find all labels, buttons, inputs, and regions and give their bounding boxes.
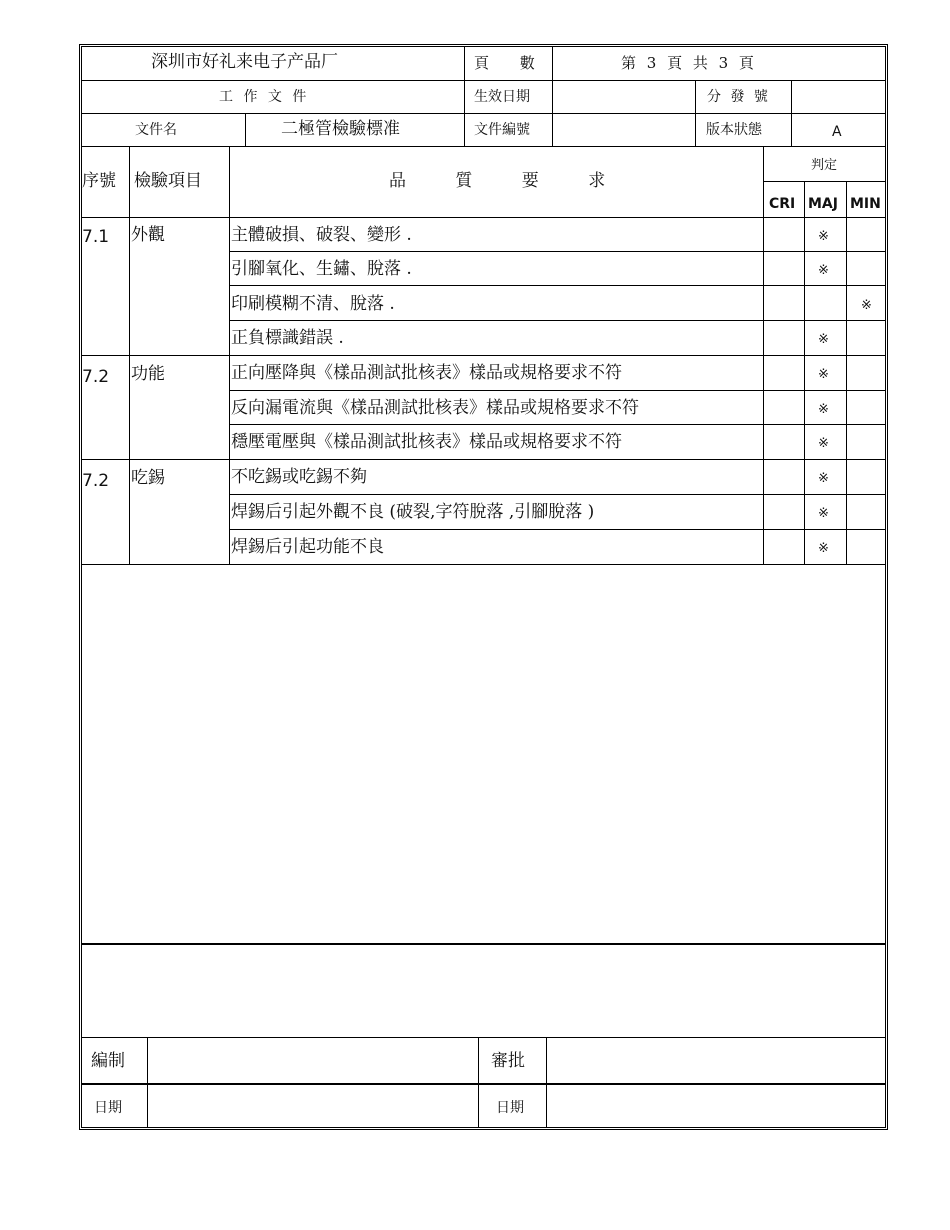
min-mark: ※ bbox=[861, 298, 872, 313]
footer-line bbox=[81, 1083, 886, 1085]
dist-no-label: 分 發 號 bbox=[707, 89, 768, 105]
group-item: 吃錫 bbox=[131, 468, 165, 488]
requirement-text: 焊錫后引起功能不良 bbox=[231, 537, 384, 557]
row-line bbox=[229, 390, 886, 391]
section-line bbox=[81, 943, 886, 945]
group-item: 功能 bbox=[131, 364, 165, 384]
row-line bbox=[229, 424, 886, 425]
header-divider bbox=[791, 80, 792, 146]
header-line bbox=[81, 80, 886, 81]
maj-mark: ※ bbox=[818, 402, 829, 417]
requirement-text: 引腳氧化、生鏽、脫落 . bbox=[231, 259, 412, 279]
footer-line bbox=[81, 1037, 886, 1038]
header-divider bbox=[695, 80, 696, 146]
header-divider bbox=[464, 46, 465, 146]
version-value: A bbox=[832, 124, 842, 140]
company-name: 深圳市好礼来电子产品厂 bbox=[151, 52, 338, 72]
requirement-text: 反向漏電流與《樣品測試批核表》樣品或規格要求不符 bbox=[231, 398, 639, 418]
page-info: 第 3 頁 共 3 頁 bbox=[621, 54, 754, 72]
date-label-2: 日期 bbox=[496, 1100, 524, 1116]
maj-mark: ※ bbox=[818, 541, 829, 556]
approved-label: 審批 bbox=[491, 1051, 525, 1071]
group-seq: 7.2 bbox=[82, 471, 110, 491]
file-name-value: 二極管檢驗標准 bbox=[281, 119, 400, 139]
pages-label: 頁 數 bbox=[474, 54, 535, 72]
col-cri: CRI bbox=[769, 196, 796, 212]
row-line bbox=[229, 251, 886, 252]
file-name-label: 文件名 bbox=[135, 122, 177, 138]
column-header-line bbox=[81, 217, 886, 218]
maj-mark: ※ bbox=[818, 332, 829, 347]
row-line bbox=[229, 494, 886, 495]
maj-divider bbox=[804, 181, 805, 564]
group-line bbox=[81, 355, 886, 356]
maj-mark: ※ bbox=[818, 229, 829, 244]
requirement-text: 正負標識錯誤 . bbox=[231, 328, 344, 348]
table-end-line bbox=[81, 564, 886, 565]
date-label-1: 日期 bbox=[94, 1100, 122, 1116]
effective-date-label: 生效日期 bbox=[474, 89, 530, 105]
group-line bbox=[81, 459, 886, 460]
col-min: MIN bbox=[850, 196, 881, 212]
footer-divider bbox=[478, 1037, 479, 1128]
footer-divider bbox=[546, 1037, 547, 1128]
maj-mark: ※ bbox=[818, 471, 829, 486]
min-divider bbox=[846, 181, 847, 564]
col-judge: 判定 bbox=[811, 158, 838, 173]
prepared-label: 編制 bbox=[91, 1051, 125, 1071]
group-seq: 7.2 bbox=[82, 367, 110, 387]
col-item: 檢驗項目 bbox=[134, 171, 202, 191]
maj-mark: ※ bbox=[818, 367, 829, 382]
header-divider bbox=[552, 46, 553, 146]
requirement-text: 印刷模糊不清、脫落 . bbox=[231, 294, 395, 314]
header-line bbox=[81, 146, 886, 147]
maj-mark: ※ bbox=[818, 263, 829, 278]
version-label: 版本狀態 bbox=[706, 122, 762, 138]
col-quality: 品 質 要 求 bbox=[389, 171, 606, 191]
footer-divider bbox=[147, 1037, 148, 1128]
requirement-text: 正向壓降與《樣品測試批核表》樣品或規格要求不符 bbox=[231, 363, 622, 383]
col-seq: 序號 bbox=[82, 171, 116, 191]
header-divider bbox=[245, 113, 246, 146]
maj-mark: ※ bbox=[818, 506, 829, 521]
work-doc-label: 工 作 文 件 bbox=[219, 89, 307, 105]
col-maj: MAJ bbox=[808, 196, 838, 212]
requirement-text: 焊錫后引起外觀不良 (破裂,字符脫落 ,引腳脫落 ) bbox=[231, 502, 595, 522]
row-line bbox=[229, 320, 886, 321]
requirement-text: 不吃錫或吃錫不夠 bbox=[231, 467, 367, 487]
group-item: 外觀 bbox=[131, 225, 165, 245]
requirement-text: 主體破損、破裂、變形 . bbox=[231, 225, 412, 245]
document-frame-inner bbox=[81, 46, 886, 1128]
row-line bbox=[229, 529, 886, 530]
judge-line bbox=[763, 181, 886, 182]
group-seq: 7.1 bbox=[82, 227, 110, 247]
requirement-text: 穩壓電壓與《樣品測試批核表》樣品或規格要求不符 bbox=[231, 432, 622, 452]
maj-mark: ※ bbox=[818, 436, 829, 451]
file-no-label: 文件編號 bbox=[474, 122, 530, 138]
header-line bbox=[81, 113, 886, 114]
row-line bbox=[229, 285, 886, 286]
